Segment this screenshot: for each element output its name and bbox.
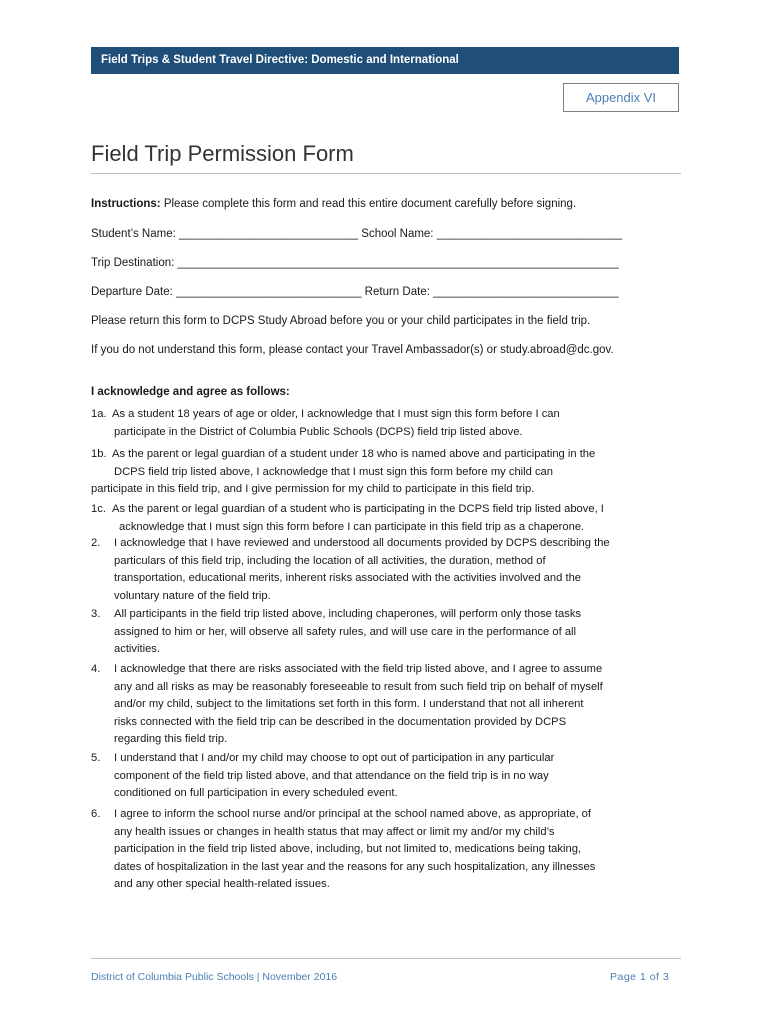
list-item-text: participation in the field trip listed above, including, but not limited to, medications being taking, [114, 843, 582, 855]
list-item-number: 1a. [91, 408, 107, 420]
page-title: Field Trip Permission Form [91, 141, 354, 166]
list-item-number: 1c. [91, 503, 106, 515]
instructions-text: Please complete this form and read this entire document carefully before signing. [160, 198, 577, 210]
list-item-number: 1b. [91, 448, 107, 460]
list-item-text: acknowledge that I must sign this form before I can participate in this field trip as a chaperone. [119, 520, 585, 533]
list-item-number: 5. [91, 752, 101, 764]
student-name-line: Student’s Name: ____________________________ School Name: _____________________________ [91, 228, 623, 240]
instructions-label: Instructions: [91, 198, 161, 210]
list-item-text: and any other special health-related issues. [114, 878, 330, 890]
list-item-text: dates of hospitalization in the last year and the reasons for any such hospitalization, any illnesses [114, 860, 596, 873]
list-item-text: activities. [114, 643, 161, 655]
list-item-text: assigned to him or her, will observe all safety rules, and will use care in the performance of all [114, 625, 577, 638]
list-item-text: risks connected with the field trip can be described in the documentation provided by DCPS [114, 715, 567, 728]
acknowledgement-heading: I acknowledge and agree as follows: [91, 386, 290, 398]
list-item-text: transportation, educational merits, inherent risks associated with the activities involved and the [114, 572, 582, 584]
list-item-text: any and all risks as may be reasonably foreseeable to result from such field trip on behalf of myself [114, 680, 603, 693]
list-item-text: particulars of this field trip, including the location of all activities, the duration, method of [114, 554, 546, 567]
page-number: Page 1 of 3 [610, 971, 670, 983]
list-item-text: component of the field trip listed above, and that attendance on the field trip is in no way [114, 769, 549, 782]
list-item-text: As a student 18 years of age or older, I acknowledge that I must sign this form before I can [112, 408, 560, 420]
directive-banner: Field Trips & Student Travel Directive: Domestic and International [91, 47, 679, 74]
list-item-text: and/or my child, subject to the limitations set forth in this form. I understand that not all inherent [114, 698, 584, 710]
instructions [91, 198, 576, 210]
list-item-text: I acknowledge that I have reviewed and understood all documents provided by DCPS describing the [114, 537, 610, 549]
list-item-text: I understand that I and/or my child may choose to opt out of participation in any particular [114, 752, 555, 764]
list-item-number: 3. [91, 608, 101, 620]
return-note: Please return this form to DCPS Study Abroad before you or your child participates in the field trip. [91, 315, 591, 327]
title-divider [91, 173, 681, 174]
list-item-text: conditioned on full participation in every scheduled event. [114, 787, 398, 799]
list-item-text: voluntary nature of the field trip. [114, 589, 271, 602]
list-item-text: regarding this field trip. [114, 733, 228, 745]
list-item-text: any health issues or changes in health status that may affect or limit my and/or my child’s [114, 825, 555, 838]
list-item-text: DCPS field trip listed above, I acknowledge that I must sign this form before my child can [114, 465, 554, 478]
contact-note: If you do not understand this form, please contact your Travel Ambassador(s) or study.abroad@dc.gov. [91, 344, 614, 356]
list-item-number: 2. [91, 537, 101, 549]
trip-destination-line: Trip Destination: _____________________________________________________________________ [91, 257, 619, 269]
dates-line: Departure Date: _____________________________ Return Date: _____________________________ [91, 286, 619, 298]
list-item-text: I acknowledge that there are risks associated with the field trip listed above, and I agree to assume [114, 663, 603, 675]
appendix-label: Appendix VI [563, 83, 679, 112]
list-item-text: participate in this field trip, and I give permission for my child to participate in this field trip. [91, 483, 535, 495]
list-item-text: All participants in the field trip listed above, including chaperones, will perform only those tasks [114, 608, 582, 620]
list-item-number: 6. [91, 808, 101, 820]
list-item-number: 4. [91, 663, 101, 675]
footer-organization: District of Columbia Public Schools | November 2016 [91, 971, 338, 983]
list-item-text: As the parent or legal guardian of a student under 18 who is named above and participating in the [112, 448, 596, 460]
list-item-text: As the parent or legal guardian of a student who is participating in the DCPS field trip listed above, I [112, 503, 604, 515]
list-item-text: participate in the District of Columbia Public Schools (DCPS) field trip listed above. [114, 425, 523, 438]
footer-divider [91, 958, 681, 959]
list-item-text: I agree to inform the school nurse and/or principal at the school named above, as appropriate, of [114, 808, 591, 820]
